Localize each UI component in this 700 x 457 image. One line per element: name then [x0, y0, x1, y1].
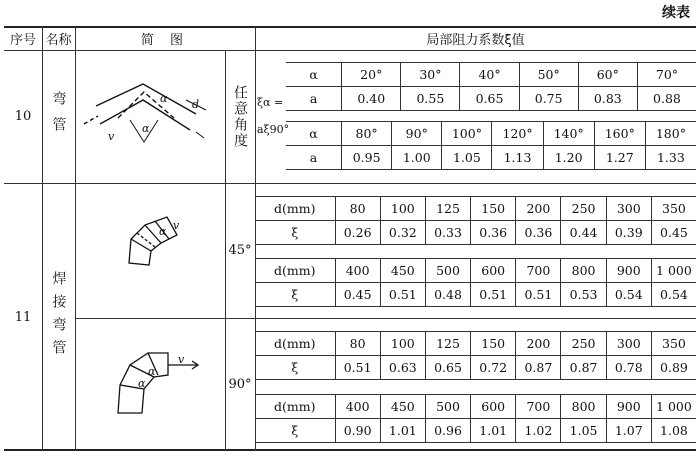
w90-label-alpha-1: α	[138, 377, 146, 390]
block1-a-6: 0.88	[637, 87, 696, 110]
w90-b2-xi-7: 1.07	[606, 419, 651, 442]
w90-label-alpha-2: α	[148, 365, 156, 378]
w45-b1-xi-label: ξ	[291, 225, 299, 240]
block2-alpha-5: 140°	[543, 122, 594, 145]
block2-a-label: a	[309, 150, 318, 165]
row10-formula-top: ξα =	[257, 96, 284, 109]
block2-alpha-2: 90°	[391, 122, 441, 145]
w90-b2-d-6: 800	[560, 395, 605, 418]
w45-b2-xi-3: 0.48	[425, 283, 470, 306]
w45-b2-xi-2: 0.51	[380, 283, 425, 306]
w90-b2-xi-2: 1.01	[380, 419, 425, 442]
w90-b2-xi-4: 1.01	[470, 419, 515, 442]
w90-b2-d-2: 450	[380, 395, 425, 418]
row-divider-10-11	[4, 183, 696, 184]
row10-formula-bottom: aξ90°	[257, 123, 290, 136]
w90-b2-d-3: 500	[425, 395, 470, 418]
w90-b1-d-5: 200	[515, 332, 560, 355]
w90-b1-xi-label: ξ	[291, 360, 299, 375]
w90-b1-xi-4: 0.72	[470, 356, 515, 379]
w90-b1-xi-7: 0.78	[606, 356, 651, 379]
block2-a-7: 1.33	[645, 146, 696, 169]
w45-b1-xi-2: 0.32	[380, 221, 425, 244]
w45-b2-d-label: d(mm)	[274, 263, 316, 278]
w45-b1-d-7: 300	[606, 197, 651, 220]
w90-b1-d-label: d(mm)	[274, 336, 316, 351]
w45-b1-d-label: d(mm)	[274, 201, 316, 216]
w90-label-v: v	[178, 353, 185, 366]
block1-a-2: 0.55	[400, 87, 459, 110]
w90-b2-xi-5: 1.02	[515, 419, 560, 442]
w90-b1-d-8: 350	[651, 332, 696, 355]
w45-b2-d-7: 900	[606, 259, 651, 282]
w45-b1-xi-5: 0.36	[515, 221, 560, 244]
block1-alpha-1: 20°	[341, 63, 400, 86]
w45-b1-d-2: 100	[380, 197, 425, 220]
row11-angle-45: 45°	[228, 243, 252, 258]
row11-name: 焊接弯管	[50, 271, 67, 363]
row10-block2	[286, 121, 696, 170]
row10-number: 10	[14, 109, 32, 124]
w45-b1-xi-6: 0.44	[560, 221, 605, 244]
block1-a-1: 0.40	[341, 87, 400, 110]
block1-a-3: 0.65	[459, 87, 518, 110]
w45-b2-d-4: 600	[470, 259, 515, 282]
w45-b2-xi-6: 0.53	[560, 283, 605, 306]
diagram-label-v: v	[108, 130, 115, 143]
block2-alpha-4: 120°	[491, 122, 542, 145]
block1-alpha-label: α	[309, 67, 318, 82]
header-no: 序号	[9, 32, 36, 48]
w90-b2-xi-3: 0.96	[425, 419, 470, 442]
w90-b1-d-6: 250	[560, 332, 605, 355]
header-divider	[4, 50, 696, 51]
bend-pipe-diagram	[78, 62, 222, 172]
w90-b1-xi-1: 0.51	[335, 356, 380, 379]
block2-a-5: 1.20	[543, 146, 594, 169]
block1-a-4: 0.75	[519, 87, 578, 110]
w45-b1-xi-3: 0.33	[425, 221, 470, 244]
row-divider-11-sub-right	[225, 318, 696, 319]
block2-a-1: 0.95	[341, 146, 391, 169]
block1-alpha-6: 70°	[637, 63, 696, 86]
block2-alpha-7: 180°	[645, 122, 696, 145]
row11-angle-90: 90°	[228, 377, 252, 392]
w45-b1-d-3: 125	[425, 197, 470, 220]
block2-a-2: 1.00	[391, 146, 441, 169]
block1-alpha-4: 50°	[519, 63, 578, 86]
w45-b1-d-4: 150	[470, 197, 515, 220]
w45-b2-xi-8: 0.54	[651, 283, 696, 306]
w45-block1	[255, 196, 696, 245]
w90-b2-d-5: 700	[515, 395, 560, 418]
w90-block1	[255, 331, 696, 380]
w90-b1-xi-6: 0.87	[560, 356, 605, 379]
w90-b1-d-7: 300	[606, 332, 651, 355]
w45-b2-xi-4: 0.51	[470, 283, 515, 306]
w90-b2-xi-6: 1.05	[560, 419, 605, 442]
w45-b2-d-2: 450	[380, 259, 425, 282]
w45-b1-d-6: 250	[560, 197, 605, 220]
w45-b1-xi-8: 0.45	[651, 221, 696, 244]
diagram-label-alpha-2: α	[142, 122, 150, 135]
header-name: 名称	[45, 32, 72, 48]
w90-b2-xi-1: 0.90	[335, 419, 380, 442]
diagram-label-d: d	[192, 98, 200, 111]
w90-b2-xi-8: 1.08	[651, 419, 696, 442]
w45-b1-xi-1: 0.26	[335, 221, 380, 244]
w45-b2-xi-label: ξ	[291, 287, 299, 302]
block2-a-4: 1.13	[491, 146, 542, 169]
row10-angle-label: 任意角度	[232, 84, 248, 149]
row11-number: 11	[14, 309, 32, 325]
w90-b2-d-label: d(mm)	[274, 399, 316, 414]
w90-b1-d-3: 125	[425, 332, 470, 355]
w45-b2-d-6: 800	[560, 259, 605, 282]
header-diagram: 简 图	[140, 32, 190, 48]
block1-a-label: a	[309, 91, 318, 106]
header-coefficient: 局部阻力系数ξ值	[426, 32, 525, 48]
block2-a-6: 1.27	[594, 146, 645, 169]
w45-block2	[255, 258, 696, 307]
w90-b2-d-1: 400	[335, 395, 380, 418]
welded-bend-45-diagram	[115, 205, 195, 285]
w90-b2-xi-label: ξ	[291, 423, 299, 438]
w45-label-v: v	[173, 219, 180, 232]
w45-b2-d-8: 1 000	[651, 259, 696, 282]
w90-b1-d-4: 150	[470, 332, 515, 355]
w45-label-alpha: α	[159, 225, 167, 238]
w45-b2-xi-7: 0.54	[606, 283, 651, 306]
w45-b1-d-8: 350	[651, 197, 696, 220]
w90-b2-d-4: 600	[470, 395, 515, 418]
w45-b2-d-5: 700	[515, 259, 560, 282]
w45-b2-d-3: 500	[425, 259, 470, 282]
w45-b2-xi-5: 0.51	[515, 283, 560, 306]
block1-alpha-5: 60°	[578, 63, 637, 86]
w90-b1-xi-2: 0.63	[380, 356, 425, 379]
w45-b2-d-1: 400	[335, 259, 380, 282]
w90-b1-xi-8: 0.89	[651, 356, 696, 379]
w90-b1-xi-5: 0.87	[515, 356, 560, 379]
w45-b2-xi-1: 0.45	[335, 283, 380, 306]
block2-alpha-6: 160°	[594, 122, 645, 145]
continued-label: 续表	[662, 5, 690, 21]
w45-b1-d-1: 80	[335, 197, 380, 220]
w45-b1-xi-7: 0.39	[606, 221, 651, 244]
w45-b1-xi-4: 0.36	[470, 221, 515, 244]
block2-alpha-1: 80°	[341, 122, 391, 145]
col-divider-2	[75, 26, 76, 451]
block2-alpha-3: 100°	[441, 122, 491, 145]
row10-block1	[286, 62, 696, 111]
block1-alpha-2: 30°	[400, 63, 459, 86]
row-divider-11-sub	[75, 318, 225, 319]
w45-b1-d-5: 200	[515, 197, 560, 220]
diagram-label-alpha-1: α	[160, 92, 168, 105]
w90-b1-xi-3: 0.65	[425, 356, 470, 379]
block2-alpha-label: α	[309, 126, 318, 141]
block2-a-3: 1.05	[441, 146, 491, 169]
w90-b1-d-1: 80	[335, 332, 380, 355]
row10-name: 弯管	[50, 90, 67, 143]
w90-b1-d-2: 100	[380, 332, 425, 355]
w90-block2	[255, 394, 696, 443]
welded-bend-90-diagram	[108, 343, 208, 425]
block1-a-5: 0.83	[578, 87, 637, 110]
block1-alpha-3: 40°	[459, 63, 518, 86]
w90-b2-d-8: 1 000	[651, 395, 696, 418]
w90-b2-d-7: 900	[606, 395, 651, 418]
